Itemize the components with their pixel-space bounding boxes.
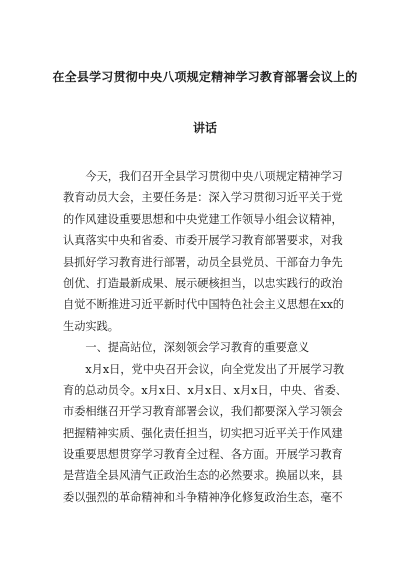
body-line: 今天，我们召开全县学习贯彻中央八项规定精神学习 — [63, 170, 343, 183]
body-line: x月x日，党中央召开会议，向全党发出了开展学习教 — [63, 362, 345, 376]
body-line: 把握精神实质、强化责任担当，切实把习近平关于作风建 — [63, 426, 343, 440]
body-line: 认真落实中央和省委、市委开展学习教育部署要求，对我 — [63, 234, 343, 248]
document-body — [63, 166, 353, 508]
body-line: 设重要思想贯穿学习教育全过程、各方面。开展学习教育 — [63, 448, 343, 462]
section-heading: 一、提高站位，深刻领会学习教育的重要意义 — [63, 341, 310, 355]
body-line: 育的总动员令。x月x日、x月x日、x月x日，中央、省委、 — [63, 383, 347, 397]
body-line: 是营造全县风清气正政治生态的必然要求。换届以来，县 — [63, 469, 343, 483]
body-line: 的作风建设重要思想和中央党建工作领导小组会议精神， — [63, 212, 343, 226]
body-line: 县抓好学习教育进行部署，动员全县党员、干部奋力争先 — [63, 255, 343, 269]
body-line: 委以强烈的革命精神和斗争精神净化修复政治生态，毫不 — [63, 490, 343, 504]
document-title: 在全县学习贯彻中央八项规定精神学习教育部署会议上的 — [52, 70, 358, 84]
body-line: 自觉不断推进习近平新时代中国特色社会主义思想在xx的 — [63, 298, 345, 312]
body-line: 创优、打造最新成果、展示硬核担当，以忠实践行的政治 — [63, 276, 343, 290]
document-title-continuation: 讲话 — [192, 121, 217, 135]
body-line: 市委相继召开学习教育部署会议，我们都要深入学习领会 — [63, 405, 343, 419]
body-line: 教育动员大会，主要任务是：深入学习贯彻习近平关于党 — [63, 191, 343, 205]
body-line: 生动实践。 — [63, 319, 119, 333]
